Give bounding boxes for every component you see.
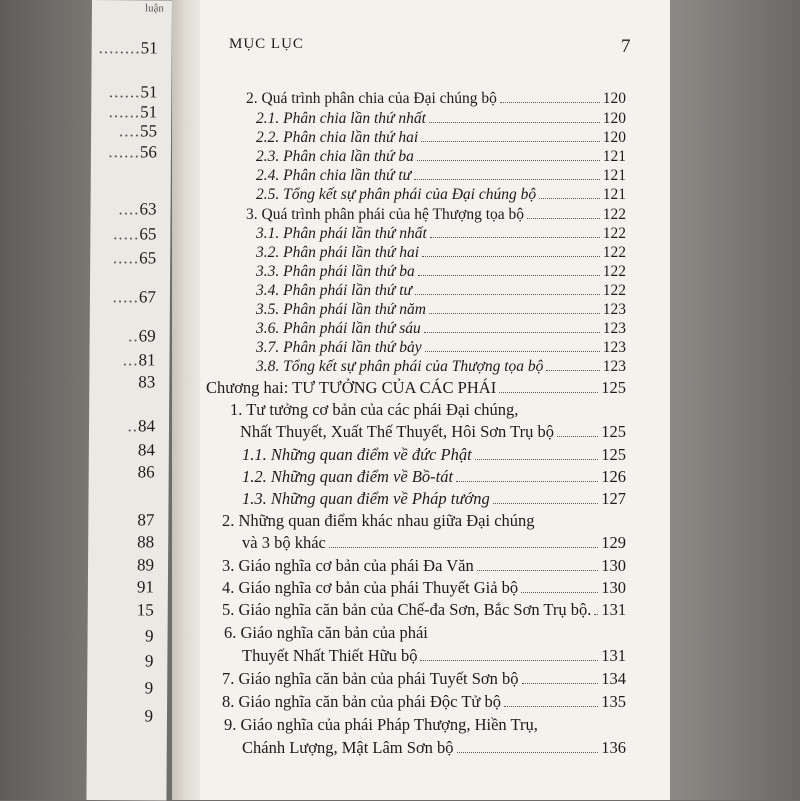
toc-entry — [206, 378, 626, 398]
toc-entry-label: 1.2. Những quan điểm về Bồ-tát — [242, 467, 453, 487]
toc-leader-dots — [456, 481, 598, 482]
left-page-number-text: 56 — [140, 142, 157, 161]
toc-leader-dots — [504, 706, 598, 707]
toc-entry-page: 134 — [601, 669, 626, 689]
toc-entry-page: 126 — [601, 467, 626, 487]
toc-leader-dots — [417, 160, 600, 161]
toc-entry — [256, 339, 626, 357]
toc-entry-page: 122 — [603, 244, 626, 262]
left-page-number — [99, 38, 158, 58]
toc-entry-label: Nhất Thuyết, Xuất Thế Thuyết, Hôi Sơn Trụ bộ — [240, 422, 554, 442]
toc-entry — [246, 206, 626, 224]
toc-leader-dots — [539, 198, 600, 199]
toc-leader-dots — [522, 683, 599, 684]
toc-entry-label: 3.4. Phân phái lần thứ tư — [256, 282, 412, 300]
toc-entry-label: 3. Quá trình phân phái của hệ Thượng tọa bộ — [246, 206, 524, 224]
left-page-number-text: 55 — [140, 121, 157, 140]
left-page-dots: .. — [127, 416, 138, 435]
toc-entry-page: 125 — [601, 422, 626, 442]
toc-entry-line: 9. Giáo nghĩa của phái Pháp Thượng, Hiền Trụ, — [224, 715, 538, 735]
left-page-number — [119, 121, 157, 141]
toc-leader-dots — [457, 752, 599, 753]
left-page-number-text: 15 — [137, 600, 154, 619]
toc-leader-dots — [546, 370, 599, 371]
toc-entry — [242, 445, 626, 465]
toc-entry-label: 3.7. Phân phái lần thứ bảy — [256, 339, 422, 357]
left-page-number-text: 91 — [137, 577, 154, 596]
left-page-number-text: 84 — [138, 416, 155, 435]
toc-entry-label: 2.5. Tổng kết sự phân phái của Đại chúng bộ — [256, 186, 536, 204]
left-page-fragment: luận — [145, 2, 164, 14]
left-page-number — [138, 440, 155, 460]
toc-entry — [256, 282, 626, 300]
toc-entry-label: 3.2. Phân phái lần thứ hai — [256, 244, 419, 262]
left-page-number — [145, 651, 154, 671]
left-page-number-text: 81 — [138, 350, 155, 369]
left-page-number-text: 88 — [137, 532, 154, 551]
toc-entry — [256, 225, 626, 243]
toc-entry — [242, 489, 626, 509]
left-page-number — [137, 577, 154, 597]
toc-entry-label: 3. Giáo nghĩa cơ bản của phái Đa Văn — [222, 556, 474, 576]
toc-leader-dots — [499, 392, 598, 393]
left-page-number — [109, 82, 158, 102]
toc-entry-page: 127 — [601, 489, 626, 509]
toc-entry-page: 131 — [601, 600, 626, 620]
toc-leader-dots — [425, 351, 600, 352]
toc-entry-label: 3.3. Phân phái lần thứ ba — [256, 263, 415, 281]
toc-entry — [256, 186, 626, 204]
toc-entry-label: 1.3. Những quan điểm về Pháp tướng — [242, 489, 490, 509]
toc-entry-label: 2.1. Phân chia lần thứ nhất — [256, 110, 426, 128]
toc-entry — [256, 129, 626, 147]
toc-entry-label: 1.1. Những quan điểm về đức Phật — [242, 445, 472, 465]
toc-entry-label: 3.1. Phân phái lần thứ nhất — [256, 225, 427, 243]
toc-entry-label: Thuyết Nhất Thiết Hữu bộ — [242, 646, 417, 666]
toc-entry — [256, 320, 626, 338]
toc-entry — [256, 110, 626, 128]
toc-entry-label: 3.8. Tổng kết sự phân phái của Thượng tọa bộ — [256, 358, 543, 376]
toc-entry — [256, 167, 626, 185]
left-page-number — [137, 510, 154, 530]
toc-entry-page: 120 — [603, 90, 626, 108]
toc-entry — [240, 422, 626, 442]
left-page-number-text: 84 — [138, 440, 155, 459]
toc-entry — [222, 578, 626, 598]
toc-leader-dots — [415, 294, 600, 295]
left-page-number — [137, 600, 154, 620]
toc-entry-label: 2.3. Phân chia lần thứ ba — [256, 148, 414, 166]
left-page-dots: ........ — [99, 38, 141, 57]
toc-leader-dots — [500, 102, 600, 103]
toc-entry-page: 125 — [601, 445, 626, 465]
left-page-number-text: 9 — [144, 706, 153, 725]
left-page-number — [138, 372, 155, 392]
toc-entry-label: 7. Giáo nghĩa căn bản của phái Tuyết Sơn bộ — [222, 669, 519, 689]
left-page-number-text: 89 — [137, 555, 154, 574]
left-page — [86, 0, 172, 801]
toc-leader-dots — [557, 436, 598, 437]
toc-entry-label: Chương hai: TƯ TƯỞNG CỦA CÁC PHÁI — [206, 378, 496, 398]
toc-leader-dots — [527, 218, 600, 219]
toc-entry-page: 120 — [603, 110, 626, 128]
left-page-number — [128, 326, 156, 346]
toc-entry-page: 121 — [603, 167, 626, 185]
toc-leader-dots — [418, 275, 600, 276]
left-page-dots: ..... — [113, 224, 139, 243]
toc-entry-page: 125 — [601, 378, 626, 398]
toc-entry — [242, 738, 626, 758]
left-page-number — [145, 626, 154, 646]
left-page-number-text: 9 — [145, 678, 154, 697]
right-page — [200, 0, 670, 800]
toc-entry — [246, 90, 626, 108]
toc-leader-dots — [329, 547, 598, 548]
toc-entry-page: 130 — [601, 556, 626, 576]
toc-entry — [222, 692, 626, 712]
toc-leader-dots — [475, 459, 599, 460]
toc-leader-dots — [424, 332, 600, 333]
toc-entry-page: 122 — [603, 206, 626, 224]
toc-entry-page: 130 — [601, 578, 626, 598]
toc-entry — [222, 600, 626, 620]
toc-leader-dots — [421, 141, 600, 142]
toc-entry-label: 3.5. Phân phái lần thứ năm — [256, 301, 426, 319]
toc-entry-page: 122 — [603, 263, 626, 281]
left-page-dots: ..... — [113, 248, 139, 267]
left-page-number — [144, 706, 153, 726]
toc-entry-page: 121 — [603, 186, 626, 204]
left-page-number-text: 63 — [139, 199, 156, 218]
left-page-number — [113, 287, 156, 307]
toc-entry — [222, 669, 626, 689]
toc-entry-page: 123 — [603, 358, 626, 376]
toc-entry-label: và 3 bộ khác — [242, 533, 326, 553]
background-surface — [0, 0, 92, 800]
toc-entry-page: 122 — [603, 225, 626, 243]
toc-leader-dots — [594, 614, 598, 615]
toc-entry-label: 8. Giáo nghĩa căn bản của phái Độc Tử bộ — [222, 692, 501, 712]
left-page-number — [137, 555, 154, 575]
left-page-dots: ...... — [109, 102, 141, 121]
toc-leader-dots — [521, 592, 598, 593]
left-page-number-text: 83 — [138, 372, 155, 391]
toc-leader-dots — [429, 122, 600, 123]
left-page-number-text: 65 — [139, 248, 156, 267]
toc-entry-page: 129 — [601, 533, 626, 553]
left-page-number — [123, 350, 156, 370]
toc-entry-label: 2.4. Phân chia lần thứ tư — [256, 167, 411, 185]
toc-entry-label: 4. Giáo nghĩa cơ bản của phái Thuyết Giả bộ — [222, 578, 518, 598]
toc-entry — [256, 148, 626, 166]
left-page-number-text: 87 — [137, 510, 154, 529]
left-page-number — [145, 678, 154, 698]
toc-entry-page: 123 — [603, 301, 626, 319]
left-page-dots: ...... — [108, 142, 140, 161]
left-page-dots: .... — [119, 121, 140, 140]
toc-leader-dots — [429, 313, 600, 314]
toc-entry-page: 135 — [601, 692, 626, 712]
page-header-title: MỤC LỤC — [229, 36, 304, 53]
toc-entry — [242, 533, 626, 553]
toc-leader-dots — [422, 256, 600, 257]
left-page-number — [118, 199, 156, 219]
left-page-number-text: 51 — [141, 38, 158, 57]
left-page-number-text: 86 — [138, 462, 155, 481]
toc-entry-line: 2. Những quan điểm khác nhau giữa Đại chúng — [222, 511, 535, 531]
toc-entry-page: 121 — [603, 148, 626, 166]
toc-leader-dots — [414, 179, 600, 180]
toc-leader-dots — [420, 660, 598, 661]
toc-entry — [242, 467, 626, 487]
left-page-number — [127, 416, 155, 436]
left-page-dots: .... — [118, 199, 139, 218]
toc-entry — [256, 263, 626, 281]
left-page-number-text: 69 — [139, 326, 156, 345]
toc-entry — [242, 646, 626, 666]
toc-entry-line: 6. Giáo nghĩa căn bản của phái — [224, 623, 428, 643]
left-page-dots: .. — [128, 326, 139, 345]
toc-entry-label: 2. Quá trình phân chia của Đại chúng bộ — [246, 90, 497, 108]
toc-leader-dots — [493, 503, 599, 504]
left-page-number — [109, 102, 158, 122]
left-page-number — [137, 532, 154, 552]
left-page-dots: ...... — [109, 82, 141, 101]
page-number: 7 — [621, 36, 631, 58]
left-page-number — [113, 224, 156, 244]
toc-entry-page: 123 — [603, 320, 626, 338]
toc-leader-dots — [430, 237, 600, 238]
left-page-number-text: 51 — [140, 82, 157, 101]
left-page-dots: ... — [123, 350, 139, 369]
left-page-number-text: 9 — [145, 626, 154, 645]
toc-entry-label: Chánh Lượng, Mật Lâm Sơn bộ — [242, 738, 454, 758]
toc-entry-page: 136 — [601, 738, 626, 758]
toc-entry — [222, 556, 626, 576]
left-page-number-text: 51 — [140, 102, 157, 121]
toc-leader-dots — [477, 570, 599, 571]
left-page-number-text: 65 — [139, 224, 156, 243]
toc-entry-page: 123 — [603, 339, 626, 357]
toc-entry-label: 3.6. Phân phái lần thứ sáu — [256, 320, 421, 338]
toc-entry — [256, 244, 626, 262]
toc-entry-page: 122 — [603, 282, 626, 300]
left-page-number-text: 9 — [145, 651, 154, 670]
toc-entry-line: 1. Tư tưởng cơ bản của các phái Đại chúng, — [230, 400, 518, 420]
toc-entry — [256, 301, 626, 319]
toc-entry-page: 131 — [601, 646, 626, 666]
background-surface-right — [670, 0, 800, 800]
toc-entry-label: 5. Giáo nghĩa căn bản của Chế-đa Sơn, Bắc Sơn Trụ bộ. — [222, 600, 591, 620]
left-page-number — [113, 248, 156, 268]
left-page-number — [108, 142, 157, 162]
left-page-number-text: 67 — [139, 287, 156, 306]
toc-entry-page: 120 — [603, 129, 626, 147]
toc-entry-label: 2.2. Phân chia lần thứ hai — [256, 129, 418, 147]
left-page-dots: ..... — [113, 287, 139, 306]
toc-entry — [256, 358, 626, 376]
left-page-number — [138, 462, 155, 482]
